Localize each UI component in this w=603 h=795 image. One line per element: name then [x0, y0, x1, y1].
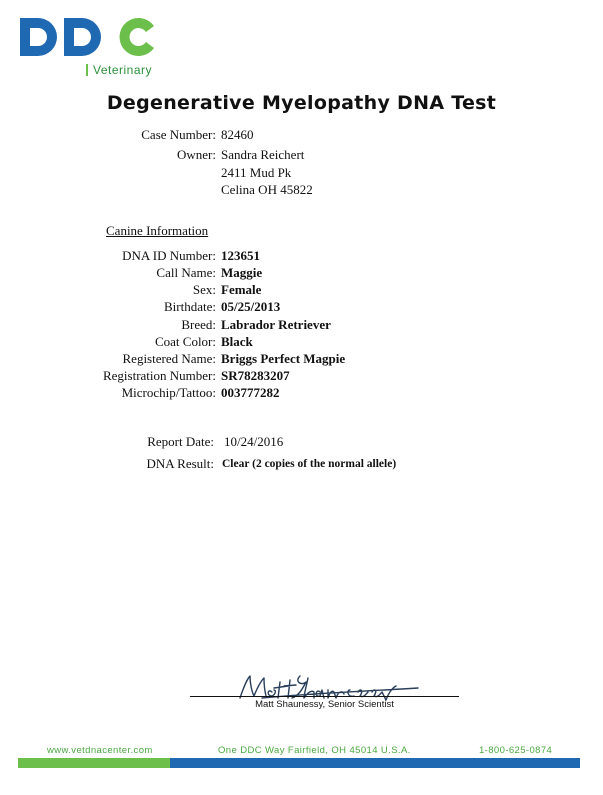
field-label: Breed:: [181, 317, 216, 332]
field-label: DNA ID Number:: [122, 248, 216, 263]
case-number-label: Case Number:: [141, 127, 216, 142]
field-label: Birthdate:: [164, 299, 216, 314]
signature-line: [190, 696, 459, 697]
signer-name: Matt Shaunessy, Senior Scientist: [255, 699, 394, 710]
dna-result-label: DNA Result:: [146, 456, 214, 471]
field-value: SR78283207: [221, 368, 290, 383]
owner-label: Owner:: [177, 147, 216, 162]
field-value: 05/25/2013: [221, 299, 281, 314]
footer-bar-green: [18, 758, 170, 768]
case-number-value: 82460: [221, 127, 254, 142]
field-value: Female: [221, 282, 262, 297]
page-title: Degenerative Myelopathy DNA Test: [106, 92, 497, 114]
field-value: Maggie: [221, 265, 263, 280]
canine-info-heading: Canine Information: [106, 223, 209, 238]
owner-address-line1: 2411 Mud Pk: [221, 165, 292, 180]
field-label: Sex:: [192, 282, 216, 297]
footer-bar-blue: [170, 758, 580, 768]
field-value: 123651: [221, 248, 260, 263]
field-label: Registration Number:: [102, 368, 216, 383]
field-value: Labrador Retriever: [221, 317, 331, 332]
report-date-label: Report Date:: [147, 434, 214, 449]
footer-website: www.vetdnacenter.com: [47, 745, 153, 756]
owner-address-line2: Celina OH 45822: [221, 182, 313, 197]
field-value: Briggs Perfect Magpie: [221, 351, 346, 366]
report-date-value: 10/24/2016: [224, 434, 284, 449]
field-value: Black: [221, 334, 253, 349]
field-label: Registered Name:: [122, 351, 216, 366]
field-label: Microchip/Tattoo:: [121, 385, 216, 400]
footer-address: One DDC Way Fairfield, OH 45014 U.S.A.: [218, 745, 411, 756]
field-label: Call Name:: [156, 265, 216, 280]
logo-subtitle: Veterinary: [86, 64, 152, 76]
footer-phone: 1-800-625-0874: [479, 745, 553, 756]
owner-name: Sandra Reichert: [221, 147, 305, 162]
field-label: Coat Color:: [154, 334, 216, 349]
field-value: 003777282: [221, 385, 280, 400]
dna-result-value: Clear (2 copies of the normal allele): [222, 458, 397, 470]
